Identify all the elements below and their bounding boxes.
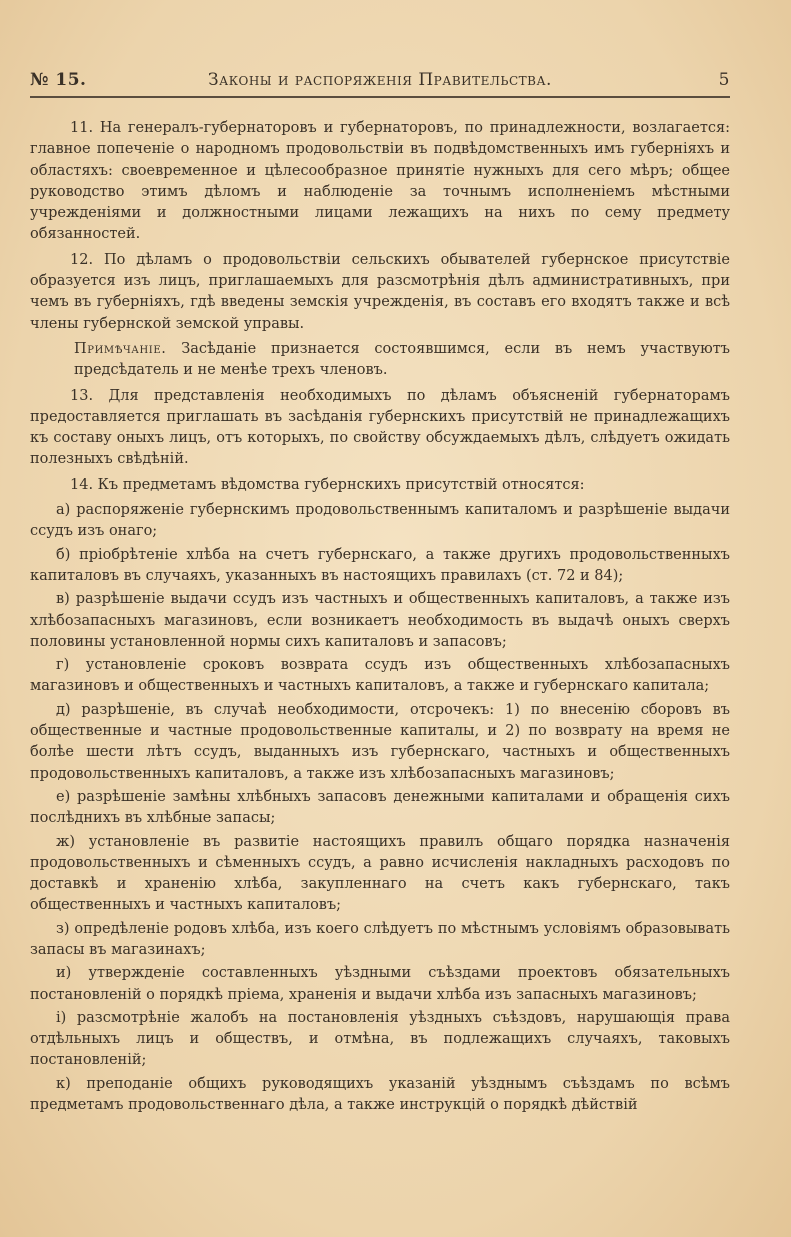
article-11: 11. На генералъ-губернаторовъ и губернаторовъ, по принадлежности, возлагается: главное попеченіе о народномъ продовольствіи въ подвѣдомственныхъ имъ губерніяхъ и областяхъ: своевременное и цѣлесообразное принятіе нужныхъ для сего мѣръ; общее руководство этимъ дѣломъ и наблюденіе за точнымъ исполненіемъ мѣстными учрежденіями и должностными лицами лежащихъ на нихъ по сему предмету обязанностей. (30, 120, 730, 243)
list-item-zh: ж) установленіе въ развитіе настоящихъ правилъ общаго порядка назначенія продовольственныхъ и сѣменныхъ ссудъ, а равно исчисленія накладныхъ расходовъ по доставкѣ и храненію хлѣба, закупленнаго на счетъ какъ губернскаго, такъ общественныхъ и частныхъ капиталовъ; (30, 833, 730, 914)
list-item-k: к) преподаніе общихъ руководящихъ указаній уѣзднымъ съѣздамъ по всѣмъ предметамъ продовольственнаго дѣла, а также инструкцій о порядкѣ дѣйствій (30, 1075, 730, 1114)
page-number: 5 (718, 70, 730, 90)
running-title: Законы и распоряженія Правительства. (208, 70, 552, 90)
list-item-v: в) разрѣшеніе выдачи ссудъ изъ частныхъ и общественныхъ капиталовъ, а также изъ хлѣбозапасныхъ магазиновъ, если возникаетъ необходимость въ выдачѣ оныхъ сверхъ половины установленной нормы сихъ капиталовъ и запасовъ; (30, 591, 730, 650)
document-body (30, 118, 730, 1118)
list-item-b: б) пріобрѣтеніе хлѣба на счетъ губернскаго, а также другихъ продовольственныхъ капиталовъ въ случаяхъ, указанныхъ въ настоящихъ правилахъ (ст. 72 и 84); (30, 546, 730, 584)
article-13: 13. Для представленія необходимыхъ по дѣламъ объясненій губернаторамъ предоставляется приглашать въ засѣданія губернскихъ присутствій не принадлежащихъ къ составу оныхъ лицъ, отъ которыхъ, по свойству обсуждаемыхъ дѣлъ, слѣдуетъ ожидать полезныхъ свѣдѣній. (30, 387, 730, 468)
list-item-g: г) установленіе сроковъ возврата ссудъ изъ общественныхъ хлѣбозапасныхъ магазиновъ и общественныхъ и частныхъ капиталовъ, а также и губернскаго капитала; (30, 657, 730, 695)
list-item-a: а) распоряженіе губернскимъ продовольственнымъ капиталомъ и разрѣшеніе выдачи ссудъ изъ онаго; (30, 502, 730, 540)
article-12: 12. По дѣламъ о продовольствіи сельскихъ обывателей губернское присутствіе образуется изъ лицъ, приглашаемыхъ для разсмотрѣнія дѣлъ административныхъ, при чемъ въ губерніяхъ, гдѣ введены земскія учрежденія, въ составъ его входятъ также и всѣ члены губернской земской управы. (30, 251, 730, 332)
list-item-z: з) опредѣленіе родовъ хлѣба, изъ коего слѣдуетъ по мѣстнымъ условіямъ образовывать запасы въ магазинахъ; (30, 920, 730, 958)
article-12-note (30, 339, 730, 382)
list-item-i: и) утвержденіе составленныхъ уѣздными съѣздами проектовъ обязательныхъ постановленій о порядкѣ пріема, храненія и выдачи хлѣба изъ запасныхъ магазиновъ; (30, 965, 730, 1003)
list-item-d: д) разрѣшеніе, въ случаѣ необходимости, отсрочекъ: 1) по внесенію сборовъ въ общественные и частные продовольственные капиталы, и 2) по возврату на время не болѣе шести лѣтъ ссудъ, выданныхъ изъ губернскаго, частныхъ и общественныхъ продовольственныхъ капиталовъ, а также изъ хлѣбозапасныхъ магазиновъ; (30, 701, 730, 782)
note-text: Засѣданіе признается состоявшимся, если въ немъ участвуютъ предсѣдатель и не менѣе трехъ членовъ. (74, 340, 731, 379)
list-item-e: е) разрѣшеніе замѣны хлѣбныхъ запасовъ денежными капиталами и обращенія сихъ послѣднихъ въ хлѣбные запасы; (30, 788, 730, 827)
header-rule (30, 96, 730, 98)
note-label: Примѣчаніе. (74, 340, 167, 357)
list-item-i-dot: і) разсмотрѣніе жалобъ на постановленія уѣздныхъ съѣздовъ, нарушающія права отдѣльныхъ лицъ и обществъ, и отмѣна, въ подлежащихъ случаяхъ, таковыхъ постановленій; (30, 1009, 730, 1069)
article-14: 14. Къ предметамъ вѣдомства губернскихъ присутствій относятся: (70, 476, 585, 493)
issue-number: № 15. (30, 70, 87, 90)
